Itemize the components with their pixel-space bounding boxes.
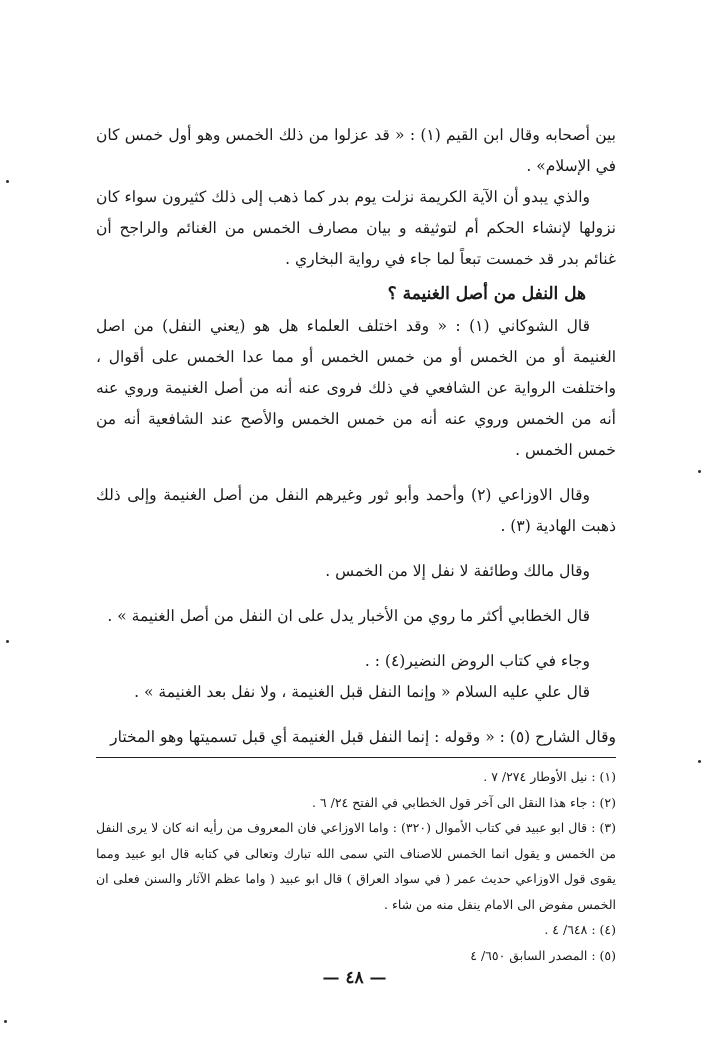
section-heading: هل النفل من أصل الغنيمة ؟ xyxy=(387,284,586,304)
paragraph-sharih: وقال الشارح (٥) : « وقوله : إنما النفل قبل الغنيمة أي قبل تسميتها وهو المختار xyxy=(110,728,616,746)
footnote-4: (٤) : ٦٤٨/ ٤ . xyxy=(544,922,616,937)
paragraph-rawd-nadir: وجاء في كتاب الروض النضير(٤) : . xyxy=(364,652,590,670)
scan-speck xyxy=(698,470,701,473)
paragraph-shawkani: قال الشوكاني (١) : « وقد اختلف العلماء هل هو (يعني النفل) من اصل الغنيمة أو من الخمس أو من خمس الخمس أو مما عدا الخمس على أقوال ، واختلفت الرواية عن الشافعي في ذلك فروى عنه أنه من أصل الغنيمة وروي عنه أنه من الخمس وروي عنه أنه من خمس الخمس والأصح عند الشافعية أنه من خمس الخمس . xyxy=(96,317,616,459)
footnotes xyxy=(96,764,616,968)
page-number: — ٤٨ — xyxy=(322,968,387,988)
footnote-2: (٢) : جاء هذا النقل الى آخر قول الخطابي في الفتح ٢٤/ ٦ . xyxy=(311,794,616,810)
paragraph-ali-quote: قال علي عليه السلام « وإنما النفل قبل الغنيمة ، ولا نفل بعد الغنيمة » . xyxy=(134,683,590,701)
footnote-3: (٣) : قال ابو عبيد في كتاب الأموال (٣٢٠) : واما الاوزاعي فان المعروف من رأيه انه كان لا يرى النفل من الخمس و يقول انما الخمس للاصناف التي سمى الله تبارك وتعالى في كتابه قال ابو عبيد ومما يقوى قول الاوزاعي حديث عمر ( في سواد العراق ) قال ابو عبيد ( واما عظم الآثار والسنن فعلى ان الخمس مفوض الى الامام ينفل منه من شاء . xyxy=(96,820,616,912)
scan-speck xyxy=(698,760,701,763)
scan-speck xyxy=(6,180,9,183)
paragraph-badr-verse: والذي يبدو أن الآية الكريمة نزلت يوم بدر كما ذهب إلى ذلك كثيرون سواء كان نزولها لإنشاء الحكم أم لتوثيقه و بيان مصارف الخمس من الغنائم والراجح أن غنائم بدر قد خمست تبعاً لما جاء في رواية البخاري . xyxy=(96,188,616,268)
scan-speck xyxy=(6,640,9,643)
footnote-5: (٥) : المصدر السابق ٦٥٠/ ٤ xyxy=(470,947,616,963)
paragraph-awzai: وقال الاوزاعي (٢) وأحمد وأبو ثور وغيرهم النفل من أصل الغنيمة وإلى ذلك ذهبت الهادية (٣) . xyxy=(96,486,616,535)
paragraph-khattabi: قال الخطابي أكثر ما روي من الأخبار يدل على ان النفل من أصل الغنيمة » . xyxy=(107,607,590,625)
footnote-1: (١) : نيل الأوطار ٢٧٤/ ٧ . xyxy=(483,769,616,784)
paragraph-malik: وقال مالك وطائفة لا نفل إلا من الخمس . xyxy=(325,562,590,580)
scan-speck xyxy=(4,1020,7,1023)
footnote-divider xyxy=(96,757,616,758)
paragraph-ibn-qayyim: بين أصحابه وقال ابن القيم (١) : « قد عزلوا من ذلك الخمس وهو أول خمس كان في الإسلام» . xyxy=(96,126,616,175)
page-content xyxy=(96,120,616,968)
